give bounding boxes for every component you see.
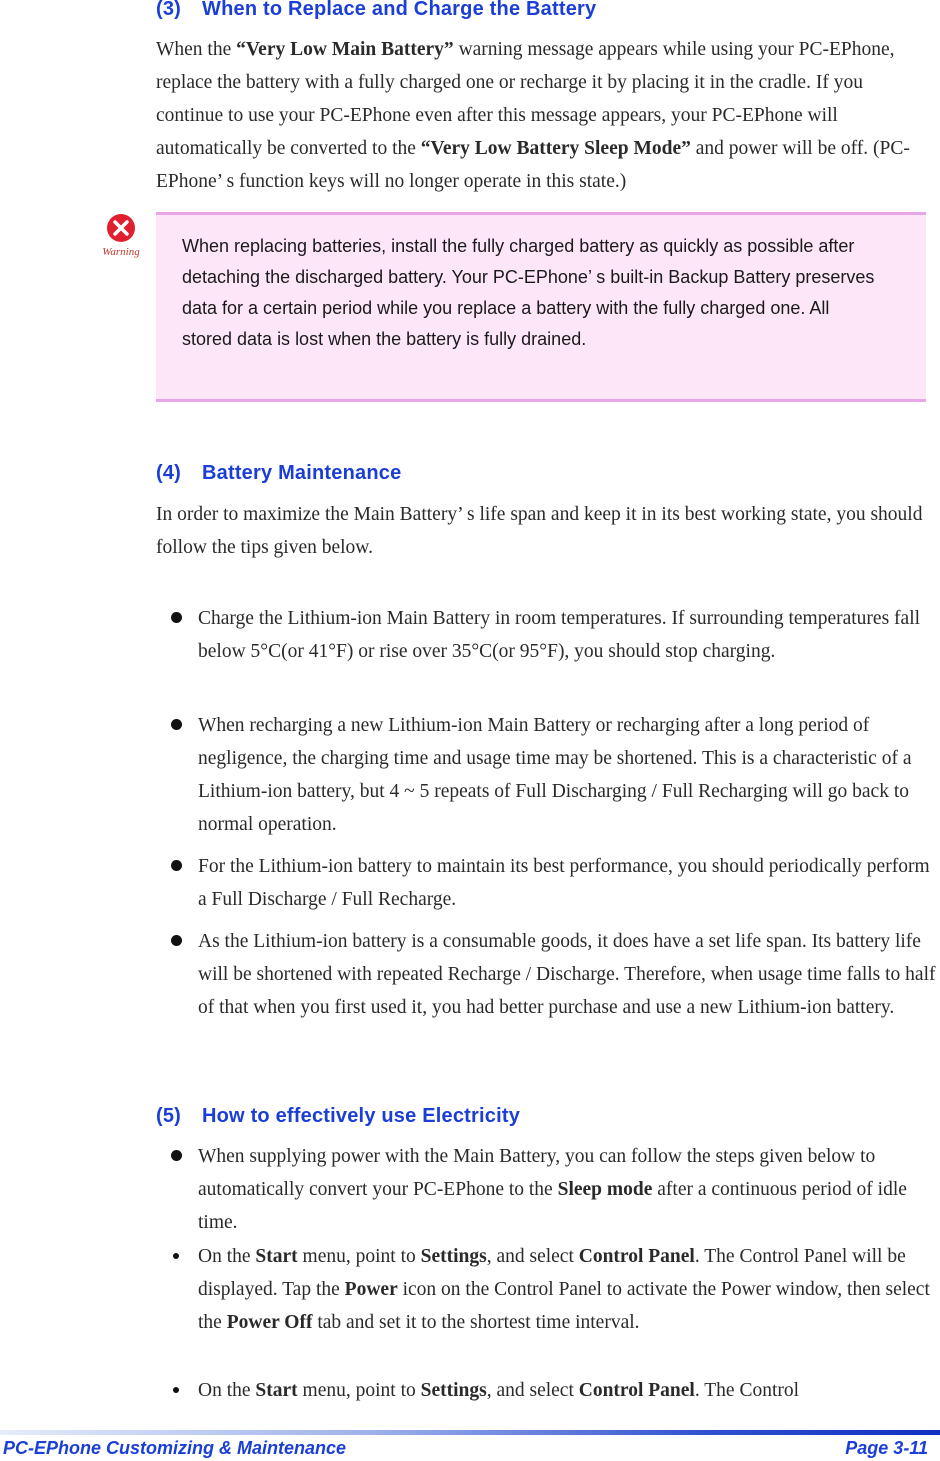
- text-run: On the: [198, 1380, 256, 1401]
- text-run: . The Control: [694, 1380, 800, 1401]
- section-3-paragraph: [156, 33, 931, 198]
- bold-text: Settings: [420, 1246, 487, 1267]
- warning-box: [156, 212, 926, 402]
- bold-text: “Very Low Battery Sleep Mode”: [420, 138, 691, 159]
- bullet: [156, 709, 196, 742]
- section-title: How to effectively use Electricity: [202, 1105, 521, 1127]
- warning-icon: [96, 212, 150, 264]
- section-number: (3): [156, 0, 182, 20]
- bold-text: Settings: [420, 1380, 487, 1401]
- text-run: icon on the Control Panel to activate the Power window, then select the: [198, 1279, 930, 1333]
- bold-text: Sleep mode: [557, 1179, 653, 1200]
- page-number: Page 3-11: [845, 1438, 928, 1458]
- bold-text: Power: [344, 1279, 398, 1300]
- list-item-text: As the Lithium-ion battery is a consumable goods, it does have a set life span. Its battery life will be shortened with repeated Recharge / Discharge. Therefore, when usage time falls to half of that when you first used it, you had better purchase and use a new Lithium-ion battery.: [198, 931, 936, 1018]
- x-circle-icon: [96, 212, 146, 246]
- list-item-text: [198, 1140, 940, 1239]
- footer-title: PC-EPhone Customizing & Maintenance: [3, 1438, 347, 1458]
- section-5-heading: [156, 1105, 520, 1128]
- text-run: When supplying power with the Main Battery, you can follow the steps given below to automatically convert your PC-EPhone to the: [198, 1146, 876, 1200]
- section-title: When to Replace and Charge the Battery: [202, 0, 597, 20]
- section-4-intro: In order to maximize the Main Battery’ s life span and keep it in its best working state, you should follow the tips given below.: [156, 504, 923, 558]
- text-run: On the: [198, 1246, 256, 1267]
- text-run: menu, point to: [297, 1246, 421, 1267]
- section-number: (4): [156, 462, 182, 484]
- section-title: Battery Maintenance: [202, 462, 402, 484]
- bullet: [156, 602, 196, 635]
- bold-text: Control Panel: [578, 1380, 695, 1401]
- text-run: tab and set it to the shortest time interval.: [312, 1312, 640, 1333]
- list-item-text: Charge the Lithium-ion Main Battery in room temperatures. If surrounding temperatures fall below 5°C(or 41°F) or rise over 35°C(or 95°F), you should stop charging.: [198, 608, 921, 662]
- list-item-text: [198, 1374, 940, 1407]
- text-run: , and select: [486, 1246, 579, 1267]
- bold-text: Start: [255, 1246, 298, 1267]
- text-run: warning message appears while using your PC-EPhone, replace the battery with a fully charged one or recharge it by placing it in the cradle. If you continue to use your PC-EPhone even after this message appears, your PC-EPhone will automatically be converted to the: [156, 39, 895, 159]
- bold-text: “Very Low Main Battery”: [236, 39, 454, 60]
- section-number: (5): [156, 1105, 182, 1127]
- warning-text: When replacing batteries, install the fully charged battery as quickly as possible after detaching the discharged battery. Your PC-EPhone’ s built-in Backup Battery preserves data for a certain period while you replace a battery with the fully charged one. All stored data is lost when the battery is fully drained.: [182, 236, 875, 349]
- list-item-text: When recharging a new Lithium-ion Main Battery or recharging after a long period of negligence, the charging time and usage time may be shortened. This is a characteristic of a Lithium-ion battery, but 4 ~ 5 repeats of Full Discharging / Full Recharging will go back to normal operation.: [198, 715, 912, 835]
- section-4-heading: [156, 462, 401, 485]
- bold-text: Power Off: [226, 1312, 313, 1333]
- bullet: [156, 1140, 196, 1173]
- text-run: after a continuous period of idle time.: [198, 1179, 907, 1233]
- bold-text: Start: [255, 1380, 298, 1401]
- bullet: [156, 850, 196, 883]
- bullet: [156, 1240, 196, 1273]
- text-run: menu, point to: [297, 1380, 421, 1401]
- bullet: [156, 925, 196, 958]
- list-item-text: For the Lithium-ion battery to maintain its best performance, you should periodically perform a Full Discharge / Full Recharge.: [198, 856, 930, 910]
- text-run: and power will be off. (PC-EPhone’ s function keys will no longer operate in this state.): [156, 138, 910, 192]
- list-item-text: [198, 1240, 940, 1339]
- footer-divider: [0, 1430, 940, 1435]
- warning-label: Warning: [102, 246, 140, 258]
- section-3-heading: [156, 0, 596, 21]
- text-run: . The Control Panel will be displayed. Tap the: [198, 1246, 906, 1300]
- text-run: , and select: [486, 1380, 579, 1401]
- text-run: When the: [156, 39, 237, 60]
- bold-text: Control Panel: [578, 1246, 695, 1267]
- bullet: [156, 1374, 196, 1407]
